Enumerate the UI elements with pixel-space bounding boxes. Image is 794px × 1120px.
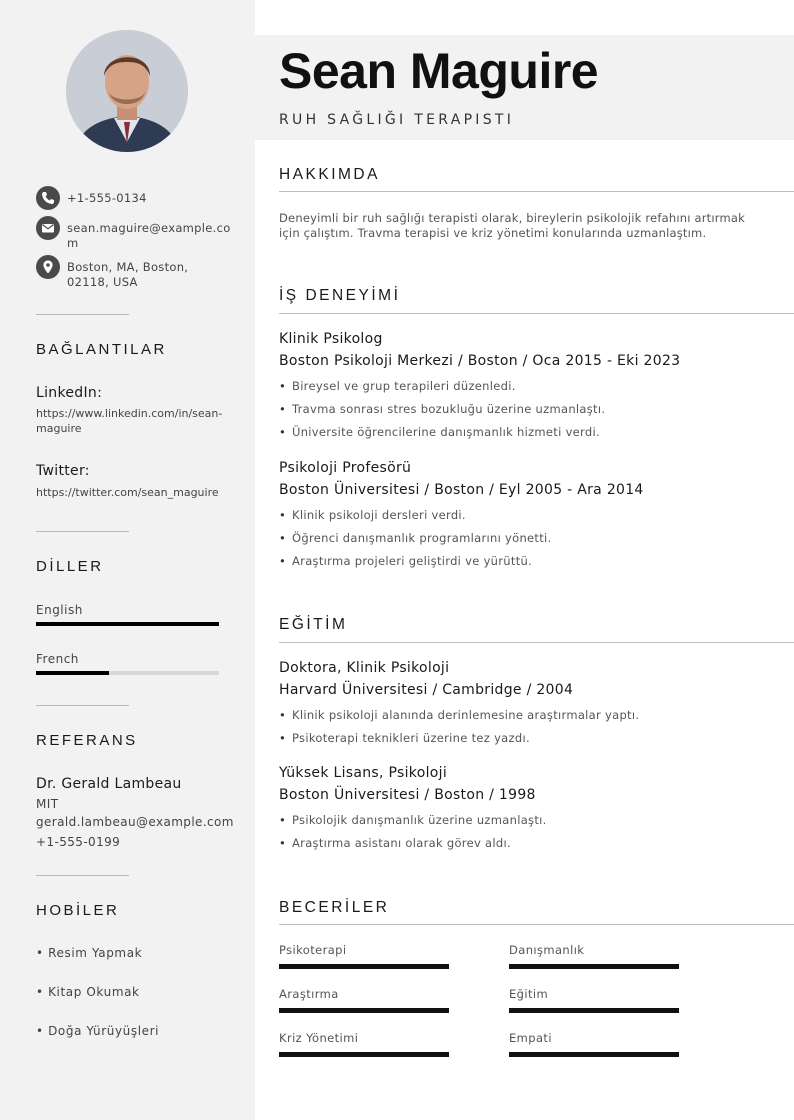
language-bar-fill [36,671,109,675]
education-heading: EĞİTİM [279,616,348,633]
reference-email: gerald.lambeau@example.com [36,815,234,829]
job-bullets [279,508,552,577]
phone-icon [36,186,60,210]
hobby-item: • Doğa Yürüyüşleri [36,1024,160,1038]
skill-bar [279,1052,449,1057]
language-bar [36,622,219,626]
skill-bar [509,1052,679,1057]
divider [36,705,129,706]
job-org: Boston Psikoloji Merkezi / Boston / Oca 2015 - Eki 2023 [279,353,681,369]
education-bullets [279,813,547,859]
education-bullets [279,708,639,754]
person-name: Sean Maguire [279,43,599,99]
skill-item [279,1031,449,1057]
linkedin-label: LinkedIn: [36,385,103,401]
twitter-label: Twitter: [36,463,90,479]
links-heading: BAĞLANTILAR [36,341,167,358]
education-school: Boston Üniversitesi / Boston / 1998 [279,787,536,803]
job-role: Klinik Psikolog [279,331,383,347]
reference-name: Dr. Gerald Lambeau [36,776,182,792]
language-label: French [36,652,79,666]
divider [279,191,794,192]
language-label: English [36,603,83,617]
divider [36,875,129,876]
hobby-item: • Resim Yapmak [36,946,143,960]
hobbies-heading: HOBİLER [36,902,120,919]
skill-item [279,987,449,1013]
list-item: • Araştırma projeleri geliştirdi ve yürüttü. [279,554,552,577]
reference-phone: +1-555-0199 [36,835,121,849]
skill-label: Empati [509,1031,552,1045]
language-bar-fill [36,622,219,626]
skills-heading: BECERİLER [279,899,390,916]
education-school: Harvard Üniversitesi / Cambridge / 2004 [279,682,574,698]
languages-heading: DİLLER [36,558,104,575]
list-item: • Üniversite öğrencilerine danışmanlık hizmeti verdi. [279,425,605,448]
linkedin-link[interactable]: https://www.linkedin.com/in/sean- maguire [36,407,223,435]
twitter-link[interactable]: https://twitter.com/sean_maguire [36,486,219,499]
list-item: • Öğrenci danışmanlık programlarını yönetti. [279,531,552,554]
hobby-item: • Kitap Okumak [36,985,140,999]
skill-label: Araştırma [279,987,339,1001]
email-icon [36,216,60,240]
skill-bar [279,1008,449,1013]
experience-heading: İŞ DENEYİMİ [279,287,401,304]
skill-item [279,943,449,969]
job-role: Psikoloji Profesörü [279,460,412,476]
location-icon [36,255,60,279]
about-heading: HAKKIMDA [279,166,380,183]
list-item: • Bireysel ve grup terapileri düzenledi. [279,379,605,402]
profile-photo [66,30,188,152]
phone-text: +1-555-0134 [67,191,147,205]
list-item: • Klinik psikoloji dersleri verdi. [279,508,552,531]
skill-item [509,943,679,969]
education-degree: Doktora, Klinik Psikoloji [279,660,450,676]
skill-bar [509,964,679,969]
divider [279,642,794,643]
reference-org: MIT [36,797,59,811]
job-title: RUH SAĞLIĞI TERAPISTI [279,112,515,128]
email-text: sean.maguire@example.co m [67,221,231,250]
education-degree: Yüksek Lisans, Psikoloji [279,765,448,781]
skill-label: Eğitim [509,987,549,1001]
address-text: Boston, MA, Boston, 02118, USA [67,260,189,289]
skill-item [509,1031,679,1057]
divider [36,531,129,532]
about-text: Deneyimli bir ruh sağlığı terapisti olarak, bireylerin psikolojik refahını artırmak için çalıştım. Travma terapisi ve kriz yönetimi konularında uzmanlaştım. [279,211,745,240]
list-item: • Araştırma asistanı olarak görev aldı. [279,836,547,859]
job-org: Boston Üniversitesi / Boston / Eyl 2005 - Ara 2014 [279,482,644,498]
skill-bar [509,1008,679,1013]
language-bar [36,671,219,675]
skill-label: Psikoterapi [279,943,347,957]
list-item: • Psikoterapi teknikleri üzerine tez yazdı. [279,731,639,754]
divider [279,313,794,314]
job-bullets [279,379,605,448]
list-item: • Klinik psikoloji alanında derinlemesine araştırmalar yaptı. [279,708,639,731]
skill-bar [279,964,449,969]
list-item: • Psikolojik danışmanlık üzerine uzmanlaştı. [279,813,547,836]
skill-label: Danışmanlık [509,943,585,957]
skill-item [509,987,679,1013]
skill-label: Kriz Yönetimi [279,1031,359,1045]
list-item: • Travma sonrası stres bozukluğu üzerine uzmanlaştı. [279,402,605,425]
divider [279,924,794,925]
divider [36,314,129,315]
reference-heading: REFERANS [36,732,138,749]
